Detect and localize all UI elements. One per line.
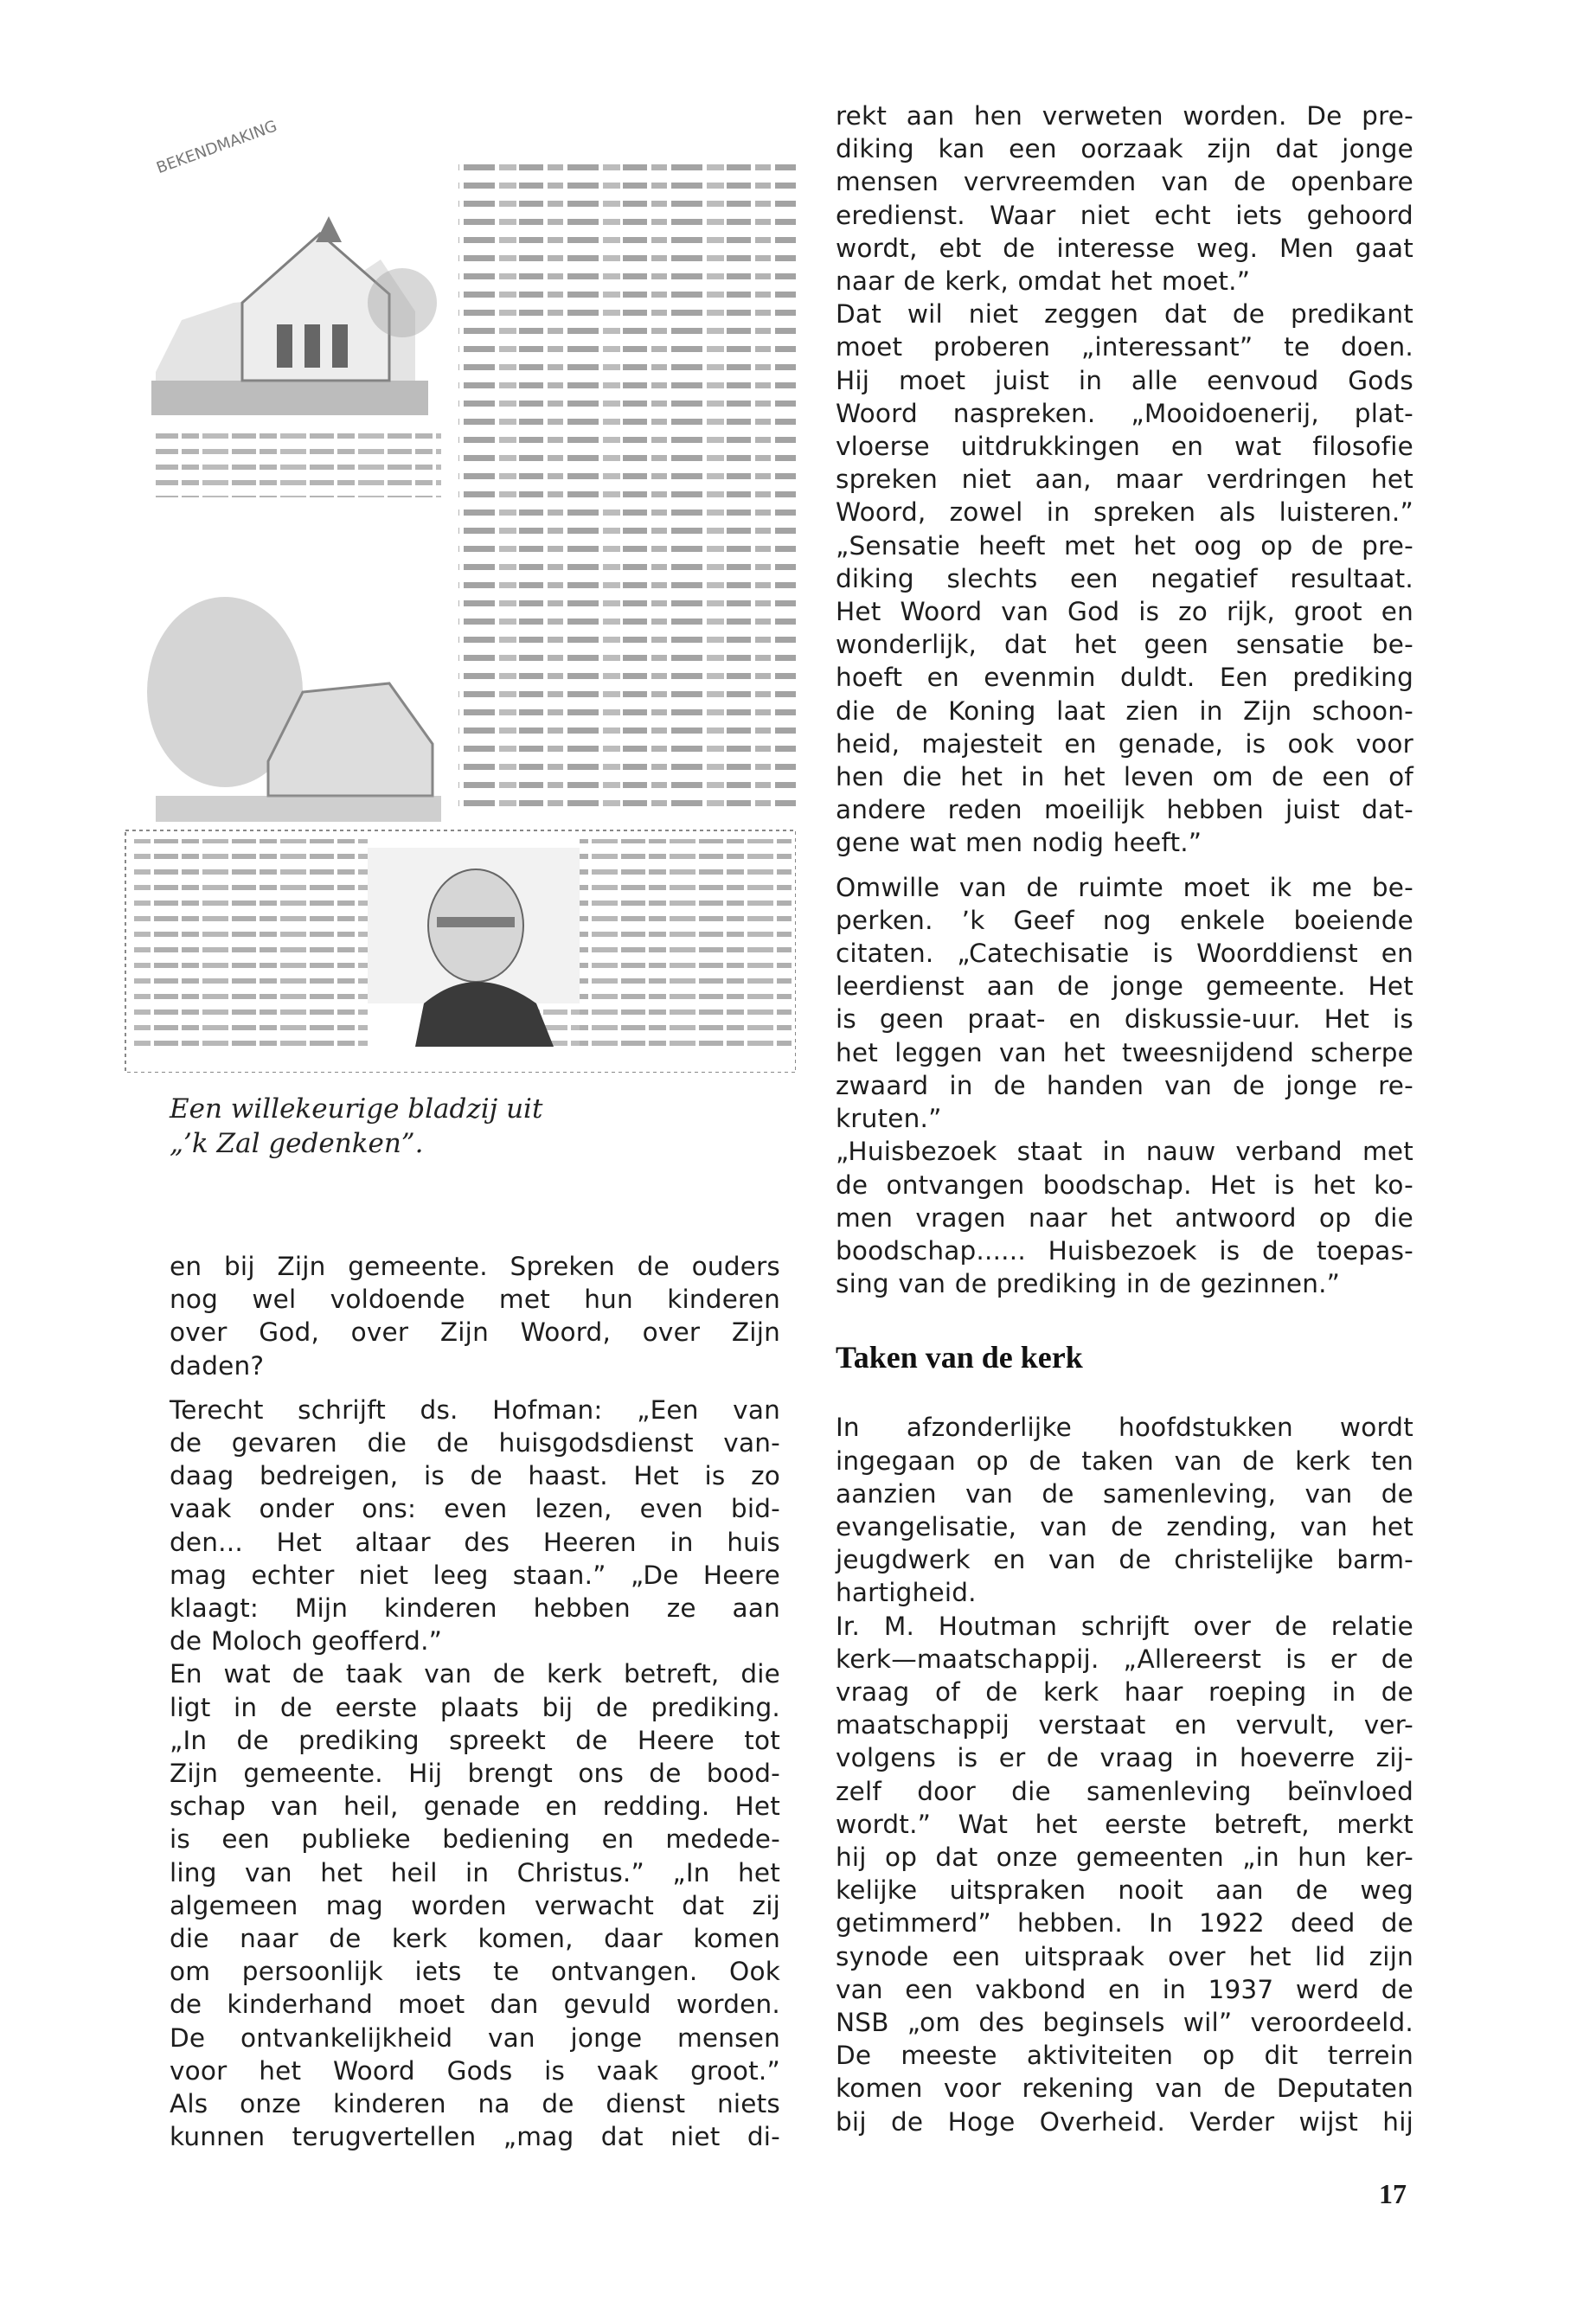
- text-line: evangelisatie, van de zending, van het: [836, 1511, 1413, 1541]
- text-line: is geen praat- en diskussie-uur. Het is: [836, 1004, 1413, 1035]
- text-line: Terecht schrijft ds. Hofman: „Een van: [170, 1394, 780, 1425]
- text-line: ingegaan op de taken van de kerk ten: [836, 1445, 1413, 1476]
- text-line: daag bedreigen, is de haast. Het is zo: [170, 1461, 780, 1491]
- text-line: De meeste aktiviteiten op dit terrein: [836, 2041, 1413, 2071]
- text-line: kruten.”: [836, 1104, 942, 1134]
- text-line: Het Woord van God is zo rijk, groot en: [836, 597, 1413, 627]
- collage-image: [104, 87, 796, 1073]
- text-line: „Huisbezoek staat in nauw verband met: [836, 1137, 1413, 1167]
- text-line: eredienst. Waar niet echt iets gehoord: [836, 200, 1413, 230]
- text-line: „In de prediking spreekt de Heere tot: [170, 1725, 780, 1755]
- text-line: aanzien van de samenleving, van de: [836, 1478, 1413, 1509]
- text-line: mensen vervreemden van de openbare: [836, 167, 1413, 197]
- text-line: diking kan een oorzaak zijn dat jonge: [836, 134, 1413, 164]
- text-line: jeugdwerk en van de christelijke barm-: [836, 1545, 1413, 1575]
- text-line: de gevaren die de huisgodsdienst van-: [170, 1428, 780, 1458]
- text-line: hij op dat onze gemeenten „in hun ker-: [836, 1842, 1413, 1872]
- text-line: wordt.” Wat het eerste betreft, merkt: [836, 1809, 1413, 1839]
- text-line: algemeen mag worden verwacht dat zij: [170, 1890, 780, 1920]
- text-line: zelf door die samenleving beïnvloed: [836, 1776, 1413, 1806]
- text-line: perken. ’k Geef nog enkele boeiende: [836, 905, 1413, 935]
- text-line: de kinderhand moet dan gevuld worden.: [170, 1990, 780, 2020]
- caption-line: „’k Zal gedenken”.: [170, 1128, 424, 1159]
- text-line: Omwille van de ruimte moet ik me be-: [836, 872, 1413, 902]
- text-line: de Moloch geofferd.”: [170, 1626, 443, 1657]
- text-line: klaagt: Mijn kinderen hebben ze aan: [170, 1593, 780, 1624]
- text-line: andere reden moeilijk hebben juist dat-: [836, 795, 1413, 825]
- text-line: Woord naspreken. „Mooidoenerij, plat-: [836, 398, 1413, 428]
- text-line: is een publieke bediening en medede-: [170, 1824, 780, 1855]
- text-line: zwaard in de handen van de jonge re-: [836, 1070, 1413, 1100]
- text-line: volgens is er de vraag in hoeverre zij-: [836, 1743, 1413, 1773]
- text-line: synode een uitspraak over het lid zijn: [836, 1941, 1413, 1971]
- text-line: maatschappij verstaat en vervult, ver-: [836, 1710, 1413, 1740]
- caption-line: Een willekeurige bladzij uit: [170, 1093, 543, 1125]
- collage-figure: [104, 87, 796, 1073]
- figure-caption: [170, 1092, 689, 1161]
- text-line: Hij moet juist in alle eenvoud Gods: [836, 365, 1413, 395]
- text-line: NSB „om des beginsels wil” veroordeeld.: [836, 2007, 1413, 2037]
- text-line: spreken niet aan, maar verdringen het: [836, 465, 1413, 495]
- text-line: Zijn gemeente. Hij brengt ons de bood-: [170, 1759, 780, 1789]
- text-line: mag echter niet leeg staan.” „De Heere: [170, 1560, 780, 1590]
- text-line: heid, majesteit en genade, is ook voor: [836, 728, 1413, 759]
- text-line: En wat de taak van de kerk betreft, die: [170, 1659, 780, 1689]
- text-line: gene wat men nodig heeft.”: [836, 828, 1202, 858]
- text-line: moet proberen „interessant” te doen.: [836, 332, 1413, 362]
- text-line: „Sensatie heeft met het oog op de pre-: [836, 530, 1413, 561]
- text-line: daden?: [170, 1350, 265, 1381]
- right-column: [836, 99, 1413, 2138]
- text-line: getimmerd” hebben. In 1922 deed de: [836, 1908, 1413, 1939]
- text-line: voor het Woord Gods is vaak groot.”: [170, 2055, 780, 2086]
- text-line: komen voor rekening van de Deputaten: [836, 2073, 1413, 2104]
- text-line: en bij Zijn gemeente. Spreken de ouders: [170, 1252, 780, 1281]
- text-line: sing van de prediking in de gezinnen.”: [836, 1269, 1341, 1299]
- text-line: Dat wil niet zeggen dat de predikant: [836, 299, 1413, 330]
- text-line: ligt in de eerste plaats bij de prediking.: [170, 1692, 780, 1722]
- text-line: Woord, zowel in spreken als luisteren.”: [836, 497, 1413, 528]
- text-line: nog wel voldoende met hun kinderen: [170, 1285, 780, 1315]
- text-line: boodschap...... Huisbezoek is de toepas-: [836, 1235, 1413, 1266]
- text-line: om persoonlijk iets te ontvangen. Ook: [170, 1957, 780, 1987]
- text-line: wonderlijk, dat het geen sensatie be-: [836, 630, 1413, 660]
- text-line: Ir. M. Houtman schrijft over de relatie: [836, 1611, 1413, 1641]
- text-line: vraag of de kerk haar roeping in de: [836, 1676, 1413, 1707]
- text-line: de ontvangen boodschap. Het is het ko-: [836, 1170, 1413, 1200]
- text-line: vloerse uitdrukkingen en wat filosofie: [836, 432, 1413, 462]
- text-line: In afzonderlijke hoofdstukken wordt: [836, 1413, 1413, 1443]
- text-line: Als onze kinderen na de dienst niets: [170, 2089, 780, 2119]
- text-line: die de Koning laat zien in Zijn schoon-: [836, 695, 1413, 726]
- text-line: hartigheid.: [836, 1578, 977, 1608]
- text-line: ling van het heil in Christus.” „In het: [170, 1857, 780, 1888]
- page-number: 17: [1379, 2178, 1407, 2209]
- text-line: kerk—maatschappij. „Allereerst is er de: [836, 1644, 1413, 1674]
- text-line: vaak onder ons: even lezen, even bid-: [170, 1494, 780, 1524]
- text-line: hen die het in het leven om de een of: [836, 762, 1413, 792]
- text-line: wordt, ebt de interesse weg. Men gaat: [836, 233, 1413, 263]
- text-line: leerdienst aan de jonge gemeente. Het: [836, 971, 1413, 1002]
- text-line: De ontvankelijkheid van jonge mensen: [170, 2022, 780, 2053]
- text-line: men vragen naar het antwoord op die: [836, 1202, 1413, 1233]
- text-line: rekt aan hen verweten worden. De pre-: [836, 101, 1413, 131]
- text-line: die naar de kerk komen, daar komen: [170, 1924, 780, 1954]
- text-line: kelijke uitspraken nooit aan de weg: [836, 1875, 1413, 1906]
- text-line: kunnen terugvertellen „mag dat niet di-: [170, 2122, 780, 2152]
- text-line: van een vakbond en in 1937 werd de: [836, 1974, 1413, 2004]
- text-line: den... Het altaar des Heeren in huis: [170, 1527, 780, 1557]
- text-line: het leggen van het tweesnijdend scherpe: [836, 1037, 1413, 1067]
- text-line: diking slechts een negatief resultaat.: [836, 563, 1413, 593]
- text-line: naar de kerk, omdat het moet.”: [836, 266, 1251, 297]
- text-line: bij de Hoge Overheid. Verder wijst hij: [836, 2106, 1413, 2137]
- left-column: [170, 1250, 780, 2153]
- text-line: hoeft en evenmin duldt. Een prediking: [836, 663, 1413, 693]
- text-line: over God, over Zijn Woord, over Zijn: [170, 1317, 780, 1348]
- stamp-text: BEKENDMAKING: [154, 117, 280, 178]
- text-line: citaten. „Catechisatie is Woorddienst en: [836, 939, 1413, 969]
- text-line: schap van heil, genade en redding. Het: [170, 1791, 780, 1822]
- section-heading: Taken van de kerk: [836, 1340, 1083, 1375]
